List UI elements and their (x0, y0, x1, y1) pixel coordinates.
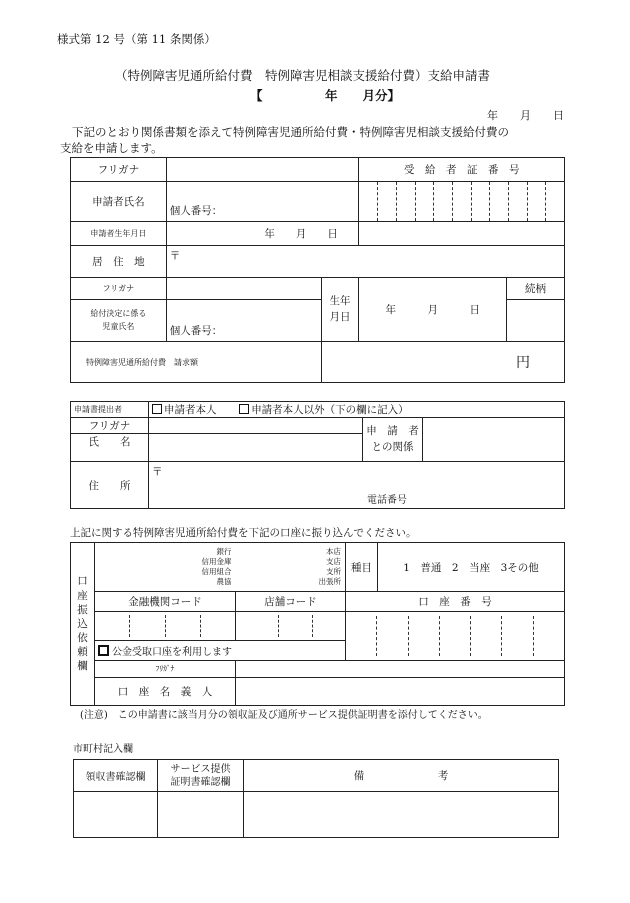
phone-label: 電話番号 (367, 495, 407, 506)
form-title: （特例障害児通所給付費 特例障害児相談支援給付費）支給申請書 (115, 68, 491, 83)
checkbox-self[interactable] (152, 404, 162, 414)
claim-amount-field[interactable] (321, 342, 564, 383)
intro-line-2: 支給を申請します。 (60, 141, 163, 155)
remarks-field[interactable] (244, 792, 559, 838)
furigana-field[interactable] (166, 158, 359, 182)
applicant-name-label: 申請者氏名 (71, 182, 167, 222)
child-birth-field[interactable]: 年 月 日 (359, 278, 507, 342)
period: 【 年 月分】 (250, 88, 401, 103)
holder-furigana-label: ﾌﾘｶﾞﾅ (95, 660, 236, 677)
child-furigana-label: フリガナ (71, 278, 167, 300)
public-account-option[interactable]: 公金受取口座を利用します (95, 640, 346, 660)
child-name-label: 給付決定に係る 児童氏名 (71, 300, 167, 342)
submitter-address-label: 住 所 (71, 462, 149, 509)
submitter-label: 申請書提出者 (71, 402, 149, 418)
furigana-label: フリガナ (71, 158, 167, 182)
child-my-number-label: 個人番号： (169, 325, 223, 337)
receipt-check-label: 領収書確認欄 (74, 760, 158, 792)
account-holder-field[interactable] (236, 677, 565, 706)
intro-line-1: 下記のとおり関係書類を添えて特例障害児通所給付費・特例障害児相談支援給付費の (72, 125, 509, 139)
submitter-postal-mark: 〒 (152, 466, 163, 478)
submitter-furigana-label: フリガナ (71, 418, 149, 434)
relation-to-applicant-field[interactable] (423, 418, 565, 462)
checkbox-other[interactable] (239, 404, 249, 414)
bank-code-label: 金融機関コード (95, 592, 236, 612)
submitter-name-label: 氏 名 (71, 434, 149, 462)
account-holder-label: 口 座 名 義 人 (95, 677, 236, 706)
birthdate-blank (359, 222, 565, 246)
receipt-check-field[interactable] (74, 792, 158, 838)
account-number-label: 口 座 番 号 (346, 592, 565, 612)
account-kind-label: 種目 (346, 543, 378, 592)
remarks-label: 備 考 (244, 760, 559, 792)
city-table (73, 759, 559, 838)
relation-to-applicant-label: 申 請 者 との関係 (363, 418, 423, 462)
bank-code-field[interactable] (95, 612, 236, 641)
submitter-furigana-field[interactable] (149, 418, 363, 434)
submitter-options (149, 402, 565, 418)
option-other[interactable]: 申請者本人以外（下の欄に記入） (239, 404, 409, 416)
branch-code-field[interactable] (236, 612, 346, 641)
address-label: 居 住 地 (71, 246, 167, 278)
branch-name-field[interactable]: 本店 支店 支所 出張所 (236, 543, 346, 592)
my-number-label: 個人番号： (169, 205, 223, 217)
postal-mark: 〒 (169, 250, 181, 262)
address-field[interactable] (166, 246, 564, 278)
recipient-number-field[interactable] (359, 182, 565, 222)
service-cert-field[interactable] (158, 792, 244, 838)
child-birth-label: 生年 月日 (321, 278, 359, 342)
child-name-field[interactable] (166, 300, 321, 342)
bank-side-label: 口 座 振 込 依 頼 欄 (71, 543, 95, 706)
bank-intro: 上記に関する特例障害児通所給付費を下記の口座に振り込んでください。 (70, 527, 417, 539)
submitter-address-field[interactable] (149, 462, 565, 509)
attachment-note: (注意) この申請書に該当月分の領収証及び通所サービス提供証明書を添付してください。 (80, 710, 488, 721)
applicant-name-field[interactable] (166, 182, 359, 222)
city-section-title: 市町村記入欄 (73, 744, 133, 755)
claim-amount-label: 特例障害児通所給付費 請求額 (71, 342, 322, 383)
service-cert-label: サービス提供 証明書確認欄 (158, 760, 244, 792)
account-number-field[interactable] (346, 612, 565, 661)
submitter-table (70, 401, 565, 509)
institution-name-field[interactable]: 銀行 信用金庫 信用組合 農協 (95, 543, 236, 592)
yen-unit: 円 (516, 355, 530, 371)
recipient-number-label: 受 給 者 証 番 号 (359, 158, 565, 182)
relation-field[interactable] (507, 300, 565, 342)
form-number: 様式第 12 号（第 11 条関係） (57, 32, 216, 46)
branch-code-label: 店舗コード (236, 592, 346, 612)
applicant-table (70, 157, 565, 383)
public-account-checkbox[interactable] (98, 645, 109, 656)
account-kind-options[interactable]: 1 普通 2 当座 3その他 (378, 543, 565, 592)
relation-label: 続柄 (507, 278, 565, 300)
submitter-name-field[interactable] (149, 434, 363, 462)
birthdate-field[interactable]: 年 月 日 (166, 222, 359, 246)
child-furigana-field[interactable] (166, 278, 321, 300)
birthdate-label: 申請者生年月日 (71, 222, 167, 246)
holder-furigana-field[interactable] (236, 660, 565, 677)
application-date: 年 月 日 (487, 109, 564, 122)
bank-table (70, 542, 565, 706)
option-self[interactable]: 申請者本人 (152, 404, 217, 416)
